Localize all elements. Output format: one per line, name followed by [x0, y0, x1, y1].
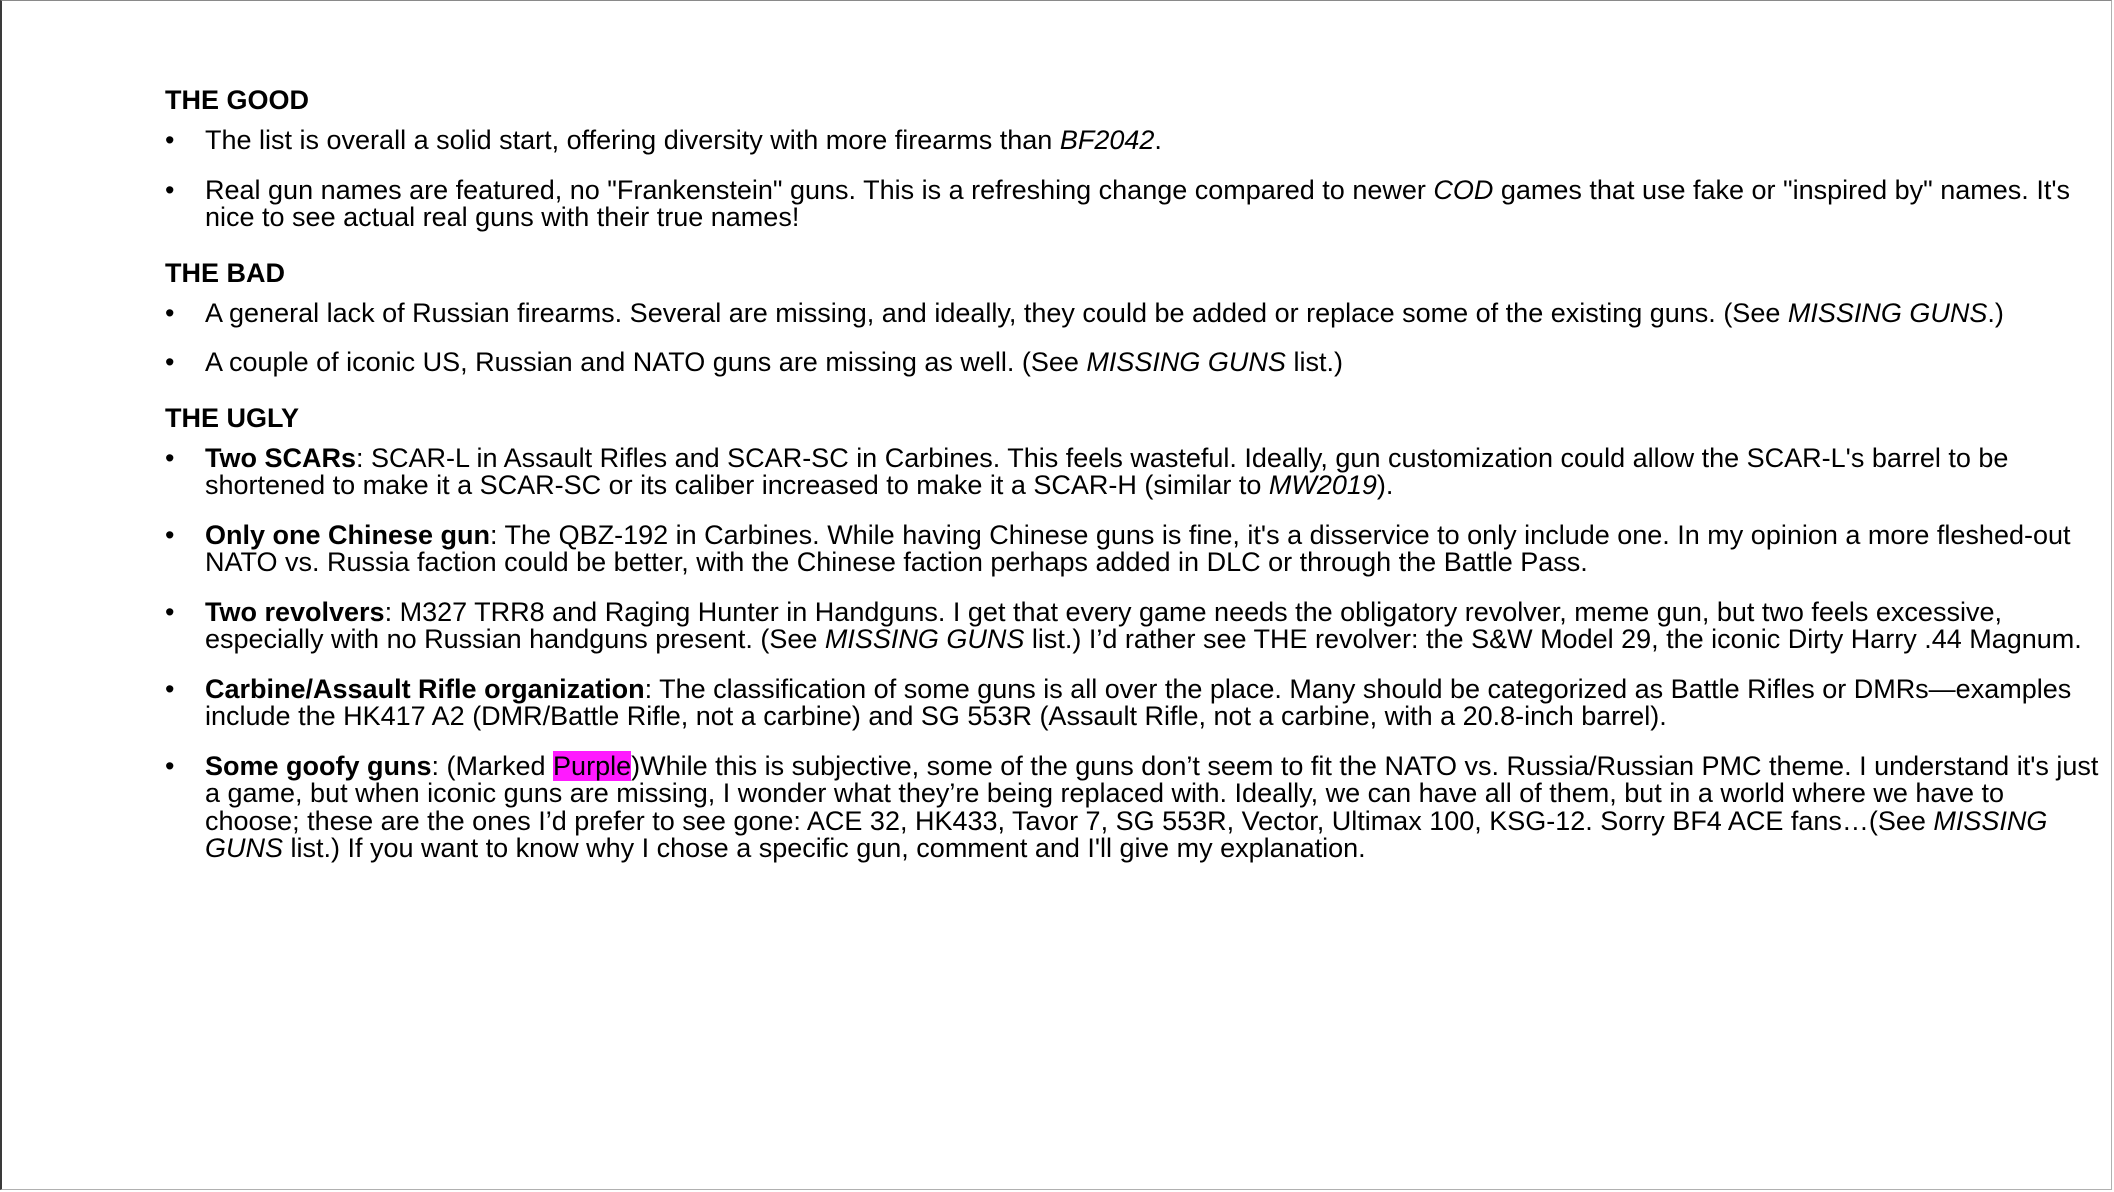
item-italic-text: BF2042 [1059, 125, 1155, 155]
list-item [165, 174, 2105, 232]
bullet-glyph: • [165, 673, 175, 704]
item-text: ). [1376, 470, 1394, 500]
item-italic-text: MISSING GUNS [1086, 347, 1286, 377]
bullet-glyph: • [165, 442, 175, 473]
item-text: . [1154, 125, 1162, 155]
item-text: The list is overall a solid start, offering diversity with more firearms than [205, 125, 1060, 155]
item-italic-text: MW2019 [1268, 470, 1377, 500]
item-text: A general lack of Russian firearms. Several are missing, and ideally, they could be added or replace some of the existing guns. (See [205, 297, 1788, 328]
item-text: )While this is subjective, some of the guns don’t seem to fit the NATO vs. Russia/Russian PMC theme. I understand it's just a game, but when iconic guns are missing, I wonder what they’re being replaced with. Ideally, we can have all of them, but in a world where we have to choose; these are the ones I’d prefer to see gone: ACE 32, HK433, Tavor 7, SG 553R, Vector, Ultimax 100, KSG-12. Sorry BF4 ACE fans…(See [205, 750, 2099, 836]
list-item [165, 673, 2105, 731]
list-item [165, 750, 2105, 863]
list-item [165, 127, 2105, 155]
item-text: : M327 TRR8 and Raging Hunter in Handguns. I get that every game needs the obligatory revolver, meme gun, but two feels excessive, especially with no Russian handguns present. (See [205, 596, 2002, 654]
item-text: Real gun names are featured, no "Frankenstein" guns. This is a refreshing change compared to newer [205, 174, 1434, 205]
item-text: list.) If you want to know why I chose a specific gun, comment and I'll give my explanation. [283, 833, 1366, 863]
item-bold-lead: Carbine/Assault Rifle organization [205, 673, 645, 704]
section-heading-good: THE GOOD [165, 85, 310, 115]
ugly-list [165, 442, 2099, 863]
section-heading-bad: THE BAD [165, 257, 285, 288]
item-bold-lead: Some goofy guns [205, 750, 432, 781]
bullet-glyph: • [165, 750, 175, 781]
item-italic-text: MISSING GUNS [205, 805, 2048, 863]
item-italic-text: MISSING GUNS [1787, 297, 1988, 328]
item-bold-lead: Two revolvers [205, 596, 385, 627]
item-text: .) [1987, 297, 2004, 328]
item-text: : The QBZ-192 in Carbines. While having Chinese guns is fine, it's a disservice to only include one. In my opinion a more fleshed-out NATO vs. Russia faction could be better, with the Chinese faction perhaps added in DLC or through the Battle Pass. [205, 519, 2071, 577]
item-italic-text: COD [1433, 174, 1494, 205]
bullet-glyph: • [165, 347, 175, 377]
item-text: list.) I’d rather see THE revolver: the S&W Model 29, the iconic Dirty Harry .44 Magnum. [1024, 624, 2082, 654]
purple-highlight: Purple [553, 750, 632, 781]
list-item [165, 349, 2105, 377]
item-bold-lead: Only one Chinese gun [205, 519, 491, 550]
bad-list [165, 297, 2004, 377]
list-item [165, 519, 2105, 577]
item-text: : SCAR-L in Assault Rifles and SCAR-SC in Carbines. This feels wasteful. Ideally, gun customization could allow the SCAR-L's barrel to be shortened to make it a SCAR-SC or its caliber increased to make it a SCAR-H (similar to [205, 442, 2009, 500]
item-text: games that use fake or "inspired by" names. It's nice to see actual real guns with their true names! [205, 174, 2070, 232]
bullet-glyph: • [165, 125, 175, 155]
item-bold-lead: Two SCARs [205, 442, 357, 473]
good-list [165, 125, 2070, 232]
bullet-glyph: • [165, 174, 175, 205]
item-text: A couple of iconic US, Russian and NATO guns are missing as well. (See [205, 347, 1087, 377]
list-item [165, 596, 2105, 654]
item-text: list.) [1285, 347, 1343, 377]
list-item [165, 297, 2105, 328]
bullet-glyph: • [165, 297, 175, 328]
bullet-glyph: • [165, 519, 175, 550]
item-italic-text: MISSING GUNS [824, 624, 1025, 654]
section-heading-ugly: THE UGLY [165, 402, 300, 433]
bullet-glyph: • [165, 596, 175, 627]
document-content [165, 81, 2099, 885]
item-text: : (Marked [431, 750, 554, 781]
list-item [165, 442, 2105, 500]
item-text: : The classification of some guns is all over the place. Many should be categorized as Battle Rifles or DMRs—examples include the HK417 A2 (DMR/Battle Rifle, not a carbine) and SG 553R (Assault Rifle, not a carbine, with a 20.8-inch barrel). [205, 673, 2072, 731]
